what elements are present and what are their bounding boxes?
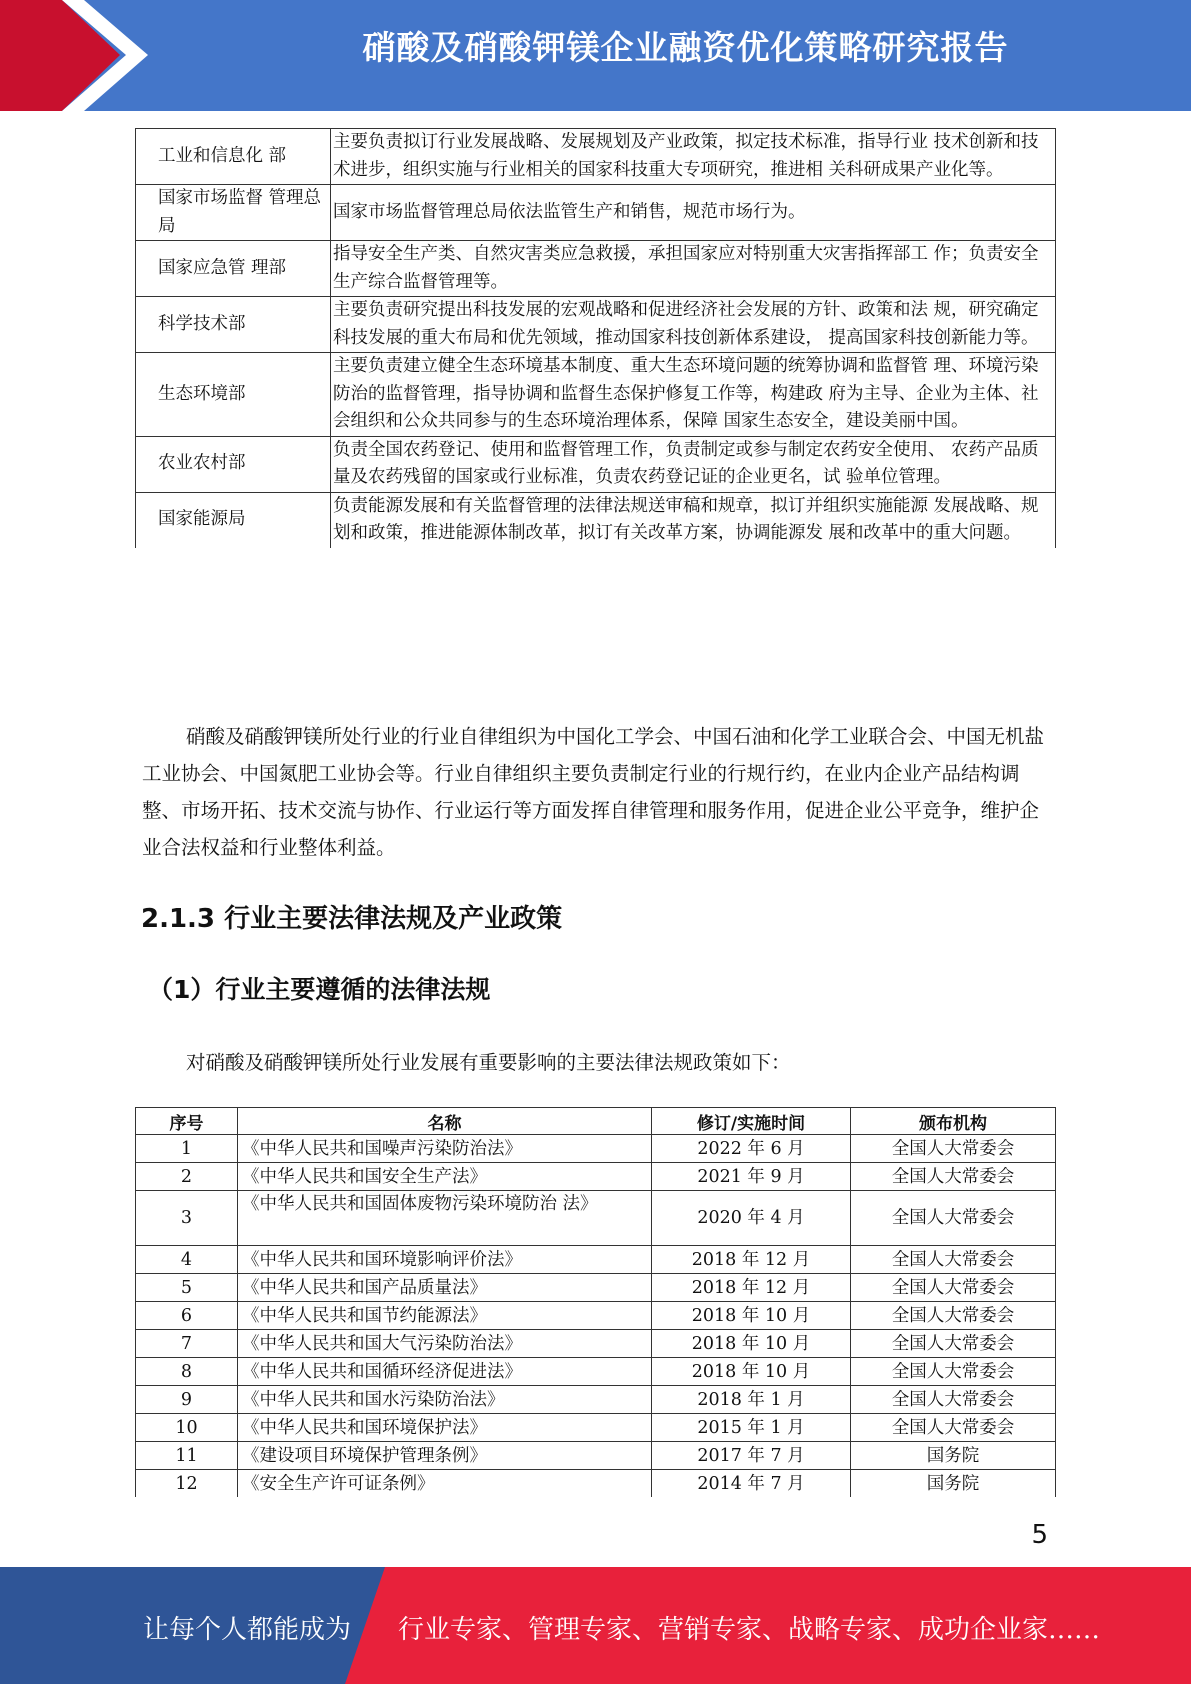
law-issuer: 国务院	[851, 1442, 1056, 1470]
law-date: 2017 年 7 月	[652, 1442, 851, 1470]
table-row	[136, 1302, 1056, 1330]
subsection-heading: （1）行业主要遵循的法律法规	[148, 975, 491, 1004]
law-date: 2018 年 1 月	[652, 1386, 851, 1414]
law-no: 2	[136, 1163, 238, 1191]
table-row	[136, 436, 1056, 492]
law-name: 《安全生产许可证条例》	[238, 1470, 652, 1498]
law-no: 3	[136, 1191, 238, 1246]
department-duty: 国家市场监督管理总局依法监管生产和销售，规范市场行为。	[331, 185, 1056, 241]
law-no: 5	[136, 1274, 238, 1302]
law-issuer: 全国人大常委会	[851, 1414, 1056, 1442]
law-issuer: 全国人大常委会	[851, 1163, 1056, 1191]
report-title: 硝酸及硝酸钾镁企业融资优化策略研究报告	[362, 28, 1009, 67]
table-row	[136, 1246, 1056, 1274]
footer-slogan-right: 行业专家、管理专家、营销专家、战略专家、成功企业家……	[398, 1615, 1101, 1645]
table-row	[136, 241, 1056, 297]
table-row	[136, 1163, 1056, 1191]
department-duty: 负责全国农药登记、使用和监督管理工作，负责制定或参与制定农药安全使用、 农药产品质量及农药残留的国家或行业标准，负责农药登记证的企业更名，试 验单位管理。	[331, 436, 1056, 492]
header-date: 修订/实施时间	[652, 1108, 851, 1135]
law-date: 2021 年 9 月	[652, 1163, 851, 1191]
table-row	[136, 129, 1056, 185]
law-issuer: 全国人大常委会	[851, 1274, 1056, 1302]
table-row	[136, 1470, 1056, 1498]
header-arrow-decoration	[0, 0, 200, 111]
law-no: 8	[136, 1358, 238, 1386]
table-row	[136, 492, 1056, 548]
section-heading: 2.1.3 行业主要法律法规及产业政策	[141, 904, 563, 934]
law-no: 11	[136, 1442, 238, 1470]
header-issuer: 颁布机构	[851, 1108, 1056, 1135]
law-table-header-row	[136, 1108, 1056, 1135]
department-name: 科学技术部	[136, 297, 331, 353]
law-no: 7	[136, 1330, 238, 1358]
law-no: 1	[136, 1135, 238, 1163]
law-issuer: 全国人大常委会	[851, 1135, 1056, 1163]
body-paragraph: 硝酸及硝酸钾镁所处行业的行业自律组织为中国化工学会、中国石油和化学工业联合会、中国无机盐工业协会、中国氮肥工业协会等。行业自律组织主要负责制定行业的行规行约，在业内企业产品结构调整、市场开拓、技术交流与协作、行业运行等方面发挥自律管理和服务作用，促进企业公平竞争，维护企业合法权益和行业整体利益。	[142, 725, 1045, 859]
law-date: 2018 年 10 月	[652, 1358, 851, 1386]
law-issuer: 全国人大常委会	[851, 1330, 1056, 1358]
department-duty: 负责能源发展和有关监督管理的法律法规送审稿和规章，拟订并组织实施能源 发展战略、规划和政策，推进能源体制改革，拟订有关改革方案，协调能源发 展和改革中的重大问题。	[331, 492, 1056, 548]
law-date: 2022 年 6 月	[652, 1135, 851, 1163]
department-duty: 主要负责建立健全生态环境基本制度、重大生态环境问题的统筹协调和监督管 理、环境污染防治的监督管理，指导协调和监督生态保护修复工作等，构建政 府为主导、企业为主体、社会组织和公众共同参与的生态环境治理体系，保障 国家生态安全，建设美丽中国。	[331, 353, 1056, 437]
table-row	[136, 1191, 1056, 1246]
law-issuer: 全国人大常委会	[851, 1302, 1056, 1330]
law-issuer: 全国人大常委会	[851, 1191, 1056, 1246]
table-row	[136, 1442, 1056, 1470]
law-table	[135, 1107, 1056, 1497]
footer-slogan-left: 让每个人都能成为	[143, 1615, 352, 1645]
law-issuer: 全国人大常委会	[851, 1358, 1056, 1386]
law-name: 《中华人民共和国环境影响评价法》	[238, 1246, 652, 1274]
page-header	[0, 0, 1191, 111]
page-footer	[0, 1567, 1191, 1684]
law-name: 《中华人民共和国循环经济促进法》	[238, 1358, 652, 1386]
table-row	[136, 1274, 1056, 1302]
law-date: 2018 年 10 月	[652, 1330, 851, 1358]
department-name: 工业和信息化 部	[136, 129, 331, 185]
department-name: 农业农村部	[136, 436, 331, 492]
law-name: 《中华人民共和国环境保护法》	[238, 1414, 652, 1442]
law-name: 《中华人民共和国大气污染防治法》	[238, 1330, 652, 1358]
table-row	[136, 185, 1056, 241]
law-name: 《建设项目环境保护管理条例》	[238, 1442, 652, 1470]
law-no: 4	[136, 1246, 238, 1274]
law-name: 《中华人民共和国安全生产法》	[238, 1163, 652, 1191]
law-issuer: 国务院	[851, 1470, 1056, 1498]
table-row	[136, 297, 1056, 353]
department-name: 国家应急管 理部	[136, 241, 331, 297]
law-issuer: 全国人大常委会	[851, 1246, 1056, 1274]
law-issuer: 全国人大常委会	[851, 1386, 1056, 1414]
law-name: 《中华人民共和国产品质量法》	[238, 1274, 652, 1302]
law-date: 2020 年 4 月	[652, 1191, 851, 1246]
law-date: 2018 年 10 月	[652, 1302, 851, 1330]
table-row	[136, 1358, 1056, 1386]
law-no: 10	[136, 1414, 238, 1442]
table-row	[136, 1386, 1056, 1414]
law-date: 2014 年 7 月	[652, 1470, 851, 1498]
law-name: 《中华人民共和国固体废物污染环境防治 法》	[238, 1191, 652, 1246]
department-name: 生态环境部	[136, 353, 331, 437]
law-name: 《中华人民共和国节约能源法》	[238, 1302, 652, 1330]
department-name: 国家市场监督 管理总局	[136, 185, 331, 241]
department-duty: 主要负责拟订行业发展战略、发展规划及产业政策，拟定技术标准，指导行业 技术创新和技术进步，组织实施与行业相关的国家科技重大专项研究，推进相 关科研成果产业化等。	[331, 129, 1056, 185]
header-no: 序号	[136, 1108, 238, 1135]
law-no: 12	[136, 1470, 238, 1498]
law-no: 9	[136, 1386, 238, 1414]
department-duty: 指导安全生产类、自然灾害类应急救援，承担国家应对特别重大灾害指挥部工 作；负责安全生产综合监督管理等。	[331, 241, 1056, 297]
law-name: 《中华人民共和国水污染防治法》	[238, 1386, 652, 1414]
page-number: 5	[1031, 1520, 1048, 1550]
intro-text: 对硝酸及硝酸钾镁所处行业发展有重要影响的主要法律法规政策如下：	[186, 1051, 791, 1074]
law-date: 2015 年 1 月	[652, 1414, 851, 1442]
regulator-table	[135, 128, 1056, 548]
table-row	[136, 1330, 1056, 1358]
table-row	[136, 353, 1056, 437]
law-date: 2018 年 12 月	[652, 1274, 851, 1302]
department-name: 国家能源局	[136, 492, 331, 548]
department-duty: 主要负责研究提出科技发展的宏观战略和促进经济社会发展的方针、政策和法 规，研究确定科技发展的重大布局和优先领域，推动国家科技创新体系建设， 提高国家科技创新能力等。	[331, 297, 1056, 353]
law-date: 2018 年 12 月	[652, 1246, 851, 1274]
table-row	[136, 1414, 1056, 1442]
header-name: 名称	[238, 1108, 652, 1135]
law-name: 《中华人民共和国噪声污染防治法》	[238, 1135, 652, 1163]
table-row	[136, 1135, 1056, 1163]
law-no: 6	[136, 1302, 238, 1330]
